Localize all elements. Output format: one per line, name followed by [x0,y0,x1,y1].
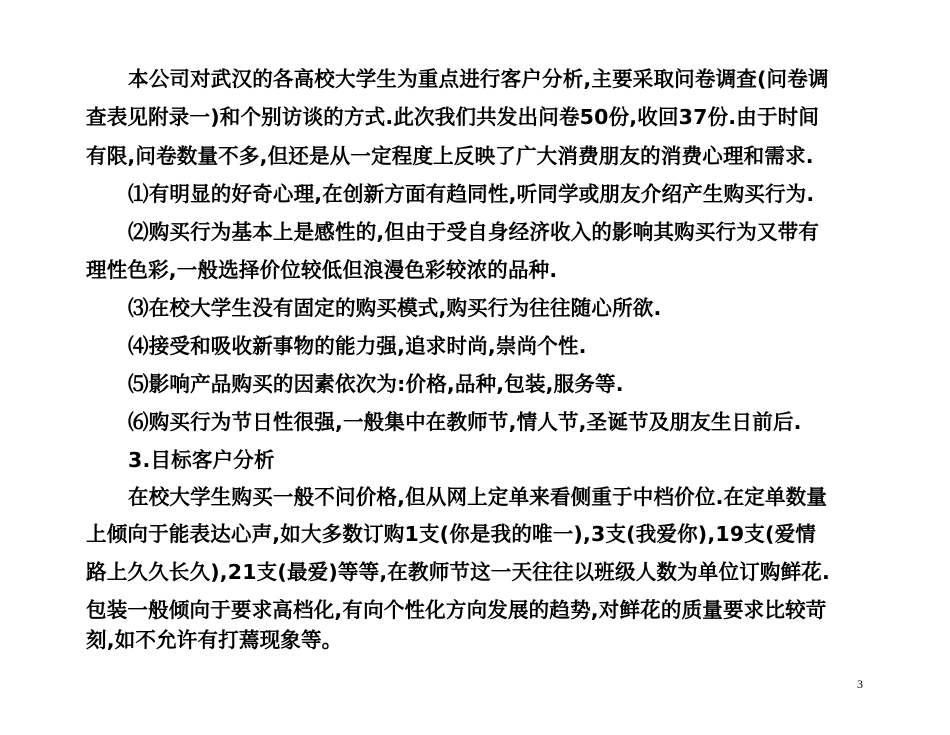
list-item-3: ⑶在校大学生没有固定的购买模式,购买行为往往随心所欲. [128,296,662,320]
page-number: 3 [857,677,863,691]
section-heading: 3.目标客户分析 [128,448,275,472]
paragraph-line: 上倾向于能表达心声,如大多数订购1支(你是我的唯一),3支(我爱你),19支(爱情 [86,522,816,546]
paragraph-line: 本公司对武汉的各高校大学生为重点进行客户分析,主要采取问卷调查(问卷调 [128,67,829,91]
list-item-2-continued: 理性色彩,一般选择价位较低但浪漫色彩较浓的品种. [86,258,558,282]
list-item-1: ⑴有明显的好奇心理,在创新方面有趋同性,听同学或朋友介绍产生购买行为. [128,182,815,206]
list-item-5: ⑸影响产品购买的因素依次为:价格,品种,包装,服务等. [128,372,624,396]
list-item-2: ⑵购买行为基本上是感性的,但由于受自身经济收入的影响其购买行为又带有 [128,220,820,244]
paragraph-line: 查表见附录一)和个别访谈的方式.此次我们共发出问卷50份,收回37份.由于时间 [86,105,820,129]
paragraph-line: 路上久久长久),21支(最爱)等等,在教师节这一天往往以班级人数为单位订购鲜花. [86,560,830,584]
list-item-4: ⑷接受和吸收新事物的能力强,追求时尚,崇尚个性. [128,334,587,358]
paragraph-line: 包装一般倾向于要求高档化,有向个性化方向发展的趋势,对鲜花的质量要求比较苛 [86,598,827,622]
paragraph-line: 有限,问卷数量不多,但还是从一定程度上反映了广大消费朋友的消费心理和需求. [86,144,814,168]
list-item-6: ⑹购买行为节日性很强,一般集中在教师节,情人节,圣诞节及朋友生日前后. [128,410,802,434]
paragraph-line: 在校大学生购买一般不问价格,但从网上定单来看侧重于中档价位.在定单数量 [128,485,828,509]
paragraph-line: 刻,如不允许有打蔫现象等。 [86,628,343,652]
